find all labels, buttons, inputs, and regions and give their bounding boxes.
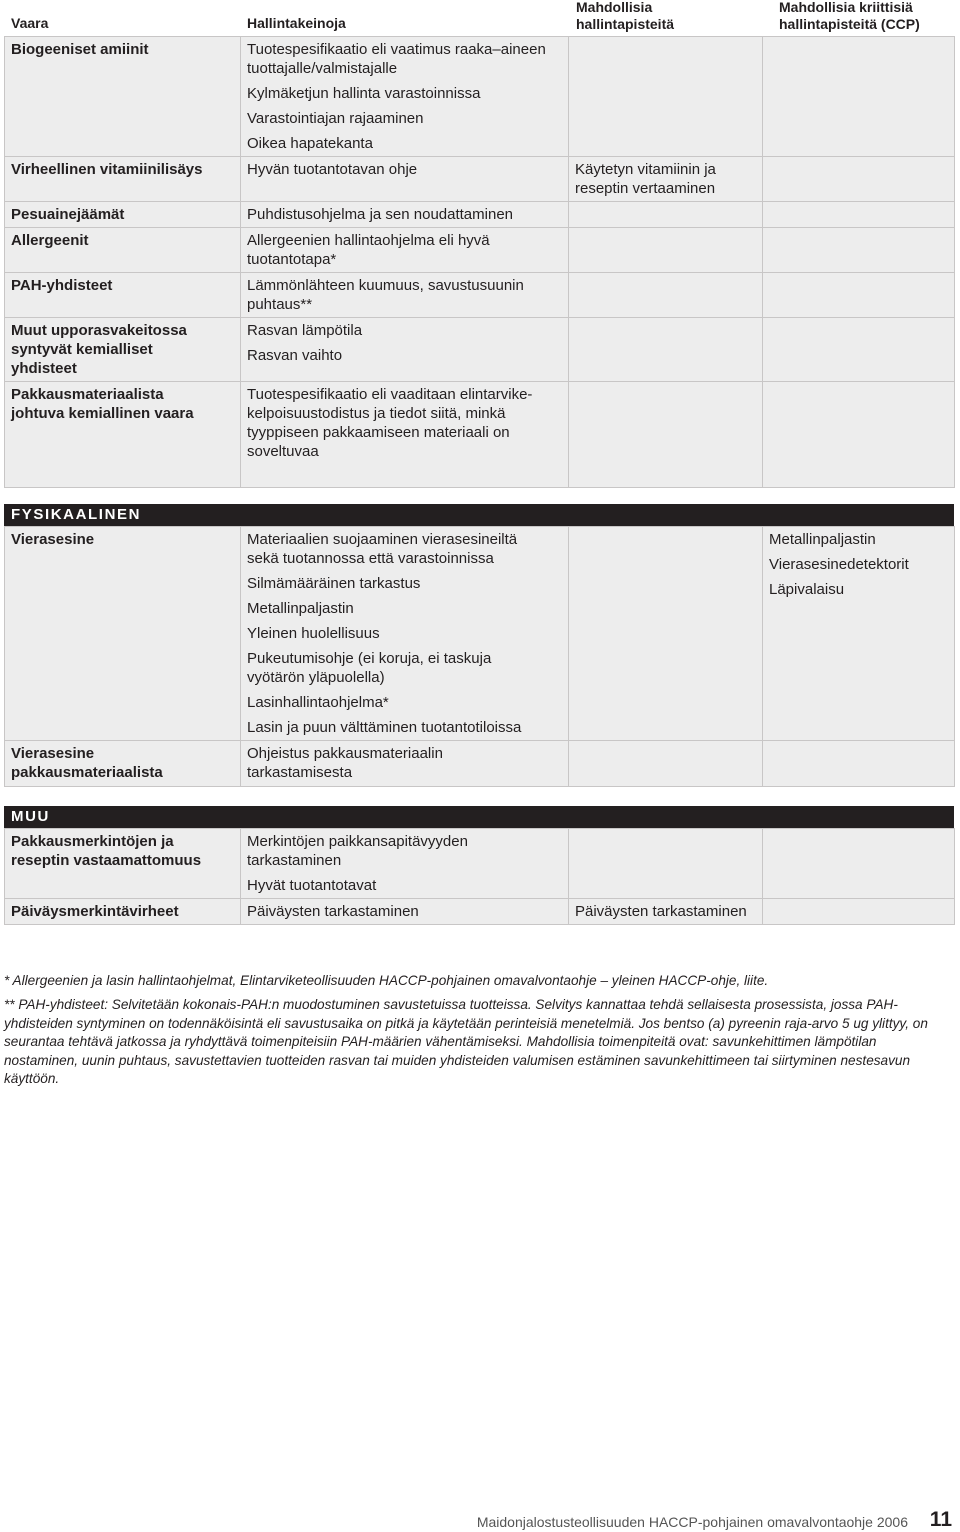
header-ccp xyxy=(779,0,920,33)
control-text: Yleinen huolellisuus xyxy=(247,625,380,642)
hazard-cell xyxy=(5,527,241,741)
hazard-text: Biogeeniset amiinit xyxy=(11,41,149,58)
hazard-text: PAH-yhdisteet xyxy=(11,277,113,294)
footer-title: Maidonjalostusteollisuuden HACCP-pohjainen omavalvontaohje 2006 xyxy=(476,1514,908,1530)
controls-cell xyxy=(241,273,569,318)
hazard-row xyxy=(5,899,955,925)
control-point-text: reseptin vertaaminen xyxy=(575,180,716,197)
control-text: Tuotespesifikaatio eli vaaditaan elintarvike- xyxy=(247,386,533,403)
other-hazards-table xyxy=(4,828,955,925)
control-item xyxy=(247,744,562,782)
hazard-text: Allergeenit xyxy=(11,232,89,249)
hazard-text: Pakkausmerkintöjen ja xyxy=(11,833,174,850)
ccp-text: Läpivalaisu xyxy=(769,581,845,598)
controls-cell xyxy=(241,37,569,157)
header-hallintakeinoja: Hallintakeinoja xyxy=(247,15,346,31)
control-text: tuottajalle/valmistajalle xyxy=(247,60,398,77)
ccp-cell xyxy=(763,273,955,318)
section-muu: MUU xyxy=(4,806,954,828)
ccp-item xyxy=(769,530,948,549)
hazard-cell xyxy=(5,741,241,787)
control-point-cell xyxy=(569,228,763,273)
hazard-row xyxy=(5,202,955,228)
ccp-text: Metallinpaljastin xyxy=(769,531,876,548)
control-text: Varastointiajan rajaaminen xyxy=(247,110,424,127)
control-point-cell xyxy=(569,273,763,318)
hazard-cell xyxy=(5,37,241,157)
controls-cell xyxy=(241,228,569,273)
control-text: Kylmäketjun hallinta varastoinnissa xyxy=(247,85,481,102)
header-ccp-line: hallintapisteitä (CCP) xyxy=(779,16,920,32)
control-text: Rasvan vaihto xyxy=(247,347,343,364)
control-item xyxy=(247,40,562,78)
hazard-cell xyxy=(5,273,241,318)
hazard-row xyxy=(5,741,955,787)
control-text: Tuotespesifikaatio eli vaatimus raaka–aineen xyxy=(247,41,546,58)
ccp-item xyxy=(769,555,948,574)
control-item xyxy=(247,205,562,224)
control-item xyxy=(247,599,562,618)
ccp-cell xyxy=(763,202,955,228)
control-text: Oikea hapatekanta xyxy=(247,135,373,152)
ccp-text: Vierasesinedetektorit xyxy=(769,556,909,573)
footnotes xyxy=(4,972,954,1094)
control-text: Lasinhallintaohjelma* xyxy=(247,694,389,711)
control-point-cell xyxy=(569,829,763,899)
header-ccp-line: Mahdollisia kriittisiä xyxy=(779,0,913,15)
controls-cell xyxy=(241,318,569,382)
hazard-cell xyxy=(5,318,241,382)
hazard-cell xyxy=(5,202,241,228)
control-text: sekä tuotannossa että varastoinnissa xyxy=(247,550,494,567)
controls-cell xyxy=(241,829,569,899)
ccp-cell xyxy=(763,37,955,157)
control-item xyxy=(247,160,562,179)
control-point-text: Käytetyn vitamiinin ja xyxy=(575,161,716,178)
hazard-text: syntyvät kemialliset xyxy=(11,341,153,358)
hazard-text: Pesuainejäämät xyxy=(11,206,125,223)
control-text: Hyvän tuotantotavan ohje xyxy=(247,161,418,178)
ccp-cell xyxy=(763,228,955,273)
ccp-cell xyxy=(763,899,955,925)
control-item xyxy=(247,385,562,461)
hazard-row xyxy=(5,829,955,899)
control-point-cell xyxy=(569,202,763,228)
control-point-cell xyxy=(569,382,763,488)
ccp-item xyxy=(769,580,948,599)
header-hallintapisteita xyxy=(576,0,674,33)
hazard-row xyxy=(5,37,955,157)
hazard-text: Vierasesine xyxy=(11,745,95,762)
control-item xyxy=(247,574,562,593)
hazard-text: reseptin vastaamattomuus xyxy=(11,852,202,869)
page-number: 11 xyxy=(929,1508,952,1531)
control-item xyxy=(247,624,562,643)
control-text: Rasvan lämpötila xyxy=(247,322,363,339)
control-text: Hyvät tuotantotavat xyxy=(247,877,377,894)
ccp-cell xyxy=(763,318,955,382)
control-text: Päiväysten tarkastaminen xyxy=(247,903,419,920)
controls-cell xyxy=(241,741,569,787)
hazard-text: Päiväysmerkintävirheet xyxy=(11,903,179,920)
hazard-cell xyxy=(5,899,241,925)
control-text: Silmämääräinen tarkastus xyxy=(247,575,421,592)
physical-hazards-table xyxy=(4,526,955,787)
hazard-cell xyxy=(5,829,241,899)
control-text: Lasin ja puun välttäminen tuotantotiloissa xyxy=(247,719,522,736)
table-header xyxy=(0,0,960,36)
control-text: tarkastamisesta xyxy=(247,764,353,781)
control-text: Merkintöjen paikkansapitävyyden xyxy=(247,833,468,850)
header-hallintapisteita-line: hallintapisteitä xyxy=(576,16,675,32)
control-point-cell xyxy=(569,899,763,925)
chemical-hazards-table xyxy=(4,36,955,488)
hazard-text: yhdisteet xyxy=(11,360,77,377)
hazard-cell xyxy=(5,157,241,202)
control-point-cell xyxy=(569,37,763,157)
ccp-cell xyxy=(763,741,955,787)
hazard-text: Muut upporasvakeitossa xyxy=(11,322,187,339)
hazard-text: johtuva kemiallinen vaara xyxy=(11,405,194,422)
control-text: Pukeutumisohje (ei koruja, ei taskuja xyxy=(247,650,492,667)
control-text: Ohjeistus pakkausmateriaalin xyxy=(247,745,443,762)
control-point-cell xyxy=(569,741,763,787)
hazard-cell xyxy=(5,228,241,273)
control-text: soveltuvaa xyxy=(247,443,319,460)
control-item xyxy=(247,649,562,687)
control-item xyxy=(247,346,562,365)
control-text: Metallinpaljastin xyxy=(247,600,354,617)
hazard-row xyxy=(5,382,955,488)
control-text: kelpoisuustodistus ja tiedot siitä, minkä xyxy=(247,405,506,422)
footnote-pah: ** PAH-yhdisteet: Selvitetään kokonais-PAH:n muodostuminen savustetuissa tuotteissa. Selvitys kannattaa tehdä sellaisesta prosessista, jossa PAH-yhdisteiden syntyminen on todennäköisintä eli savustusaika on pitkä ja käytetään perinteisiä menetelmiä. Jos bentso (a) pyreenin raja-arvo 5 ug ylittyy, on seurantaa tehtävä jatkossa ja ryhdyttävä toimenpiteisiin PAH-määrien vähentämiseksi. Mahdollisia toimenpiteitä ovat: savunkehittimen lämpötilan nostaminen, uunin puhtaus, savustettavien tuotteiden rasvan tai muiden yhdisteiden valumisen estäminen savunkehittimeen tai siirtyminen nestesavun käyttöön. xyxy=(4,997,928,1087)
hazard-row xyxy=(5,273,955,318)
control-point-cell xyxy=(569,527,763,741)
hazard-row xyxy=(5,318,955,382)
control-text: Lämmönlähteen kuumuus, savustusuunin xyxy=(247,277,524,294)
ccp-cell xyxy=(763,382,955,488)
controls-cell xyxy=(241,157,569,202)
hazard-row xyxy=(5,157,955,202)
hazard-text: Pakkausmateriaalista xyxy=(11,386,164,403)
hazard-text: pakkausmateriaalista xyxy=(11,764,163,781)
control-item xyxy=(247,718,562,737)
control-text: Puhdistusohjelma ja sen noudattaminen xyxy=(247,206,514,223)
ccp-cell xyxy=(763,157,955,202)
ccp-cell xyxy=(763,829,955,899)
control-item xyxy=(247,231,562,269)
control-text: Allergeenien hallintaohjelma eli hyvä xyxy=(247,232,490,249)
hazard-row xyxy=(5,228,955,273)
control-item xyxy=(247,84,562,103)
control-text: tuotantotapa* xyxy=(247,251,337,268)
control-item xyxy=(247,902,562,921)
header-vaara: Vaara xyxy=(11,15,49,31)
hazard-text: Vierasesine xyxy=(11,531,95,548)
controls-cell xyxy=(241,382,569,488)
control-point-text: Päiväysten tarkastaminen xyxy=(575,903,747,920)
control-item xyxy=(247,276,562,314)
controls-cell xyxy=(241,527,569,741)
control-item xyxy=(247,321,562,340)
control-item xyxy=(247,109,562,128)
hazard-text: Virheellinen vitamiinilisäys xyxy=(11,161,203,178)
control-text: vyötärön yläpuolella) xyxy=(247,669,385,686)
control-text: tyyppiseen pakkaamiseen materiaali on xyxy=(247,424,510,441)
control-item xyxy=(247,876,562,895)
header-hallintapisteita-line: Mahdollisia xyxy=(576,0,653,15)
hazard-row xyxy=(5,527,955,741)
footnote-allergeenit: * Allergeenien ja lasin hallintaohjelmat, Elintarviketeollisuuden HACCP-pohjainen omavalvontaohje – yleinen HACCP-ohje, liite. xyxy=(4,973,769,988)
control-item xyxy=(247,134,562,153)
hazard-cell xyxy=(5,382,241,488)
control-item xyxy=(247,693,562,712)
control-item xyxy=(247,530,562,568)
controls-cell xyxy=(241,202,569,228)
control-text: tarkastaminen xyxy=(247,852,342,869)
control-text: Materiaalien suojaaminen vierasesineiltä xyxy=(247,531,518,548)
ccp-cell xyxy=(763,527,955,741)
section-fysikaalinen: FYSIKAALINEN xyxy=(4,504,954,526)
control-point-cell xyxy=(569,318,763,382)
control-text: puhtaus** xyxy=(247,296,313,313)
controls-cell xyxy=(241,899,569,925)
control-point-cell xyxy=(569,157,763,202)
control-item xyxy=(247,832,562,870)
